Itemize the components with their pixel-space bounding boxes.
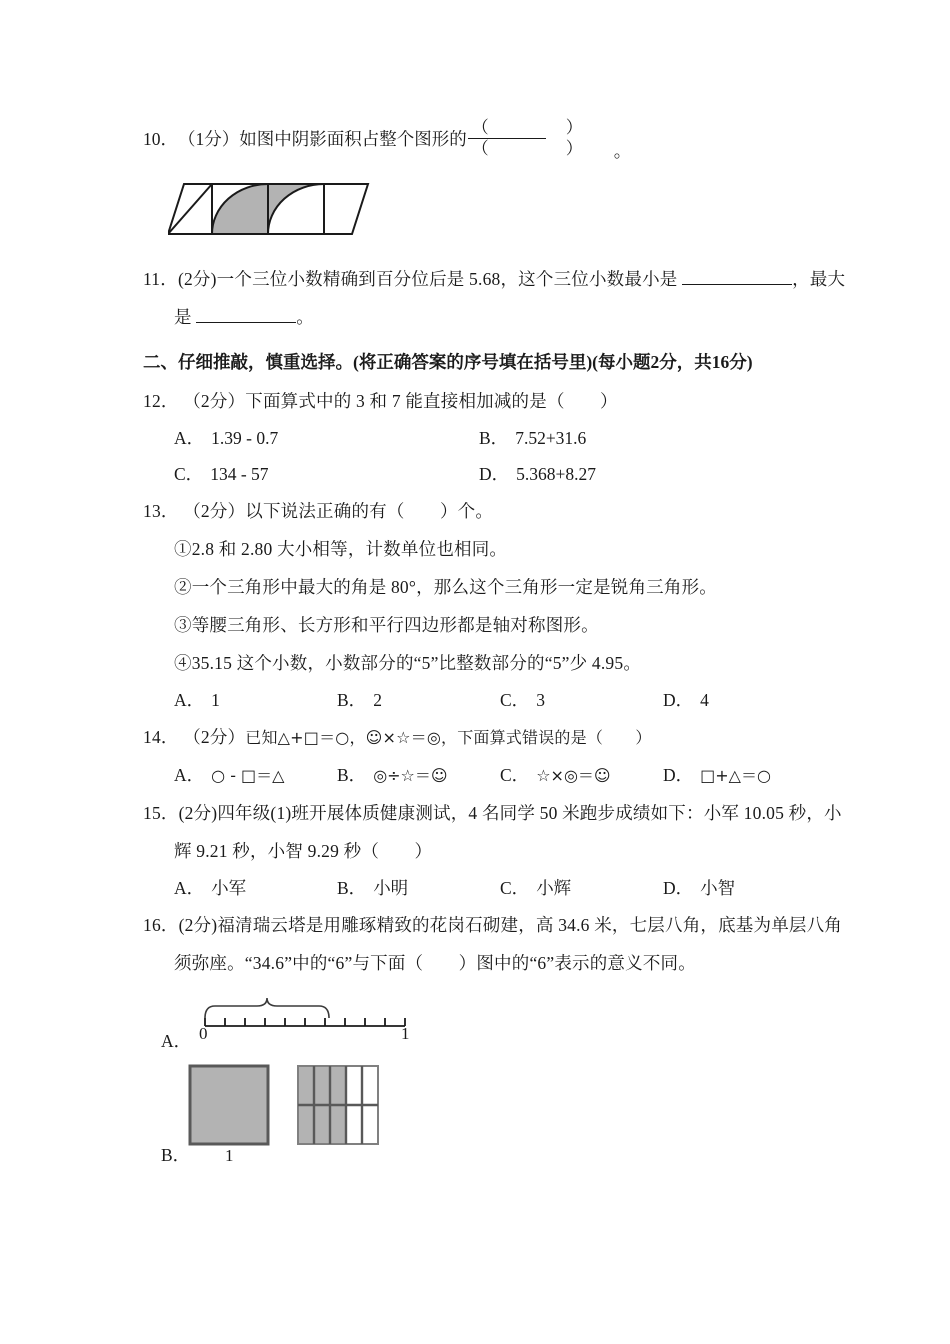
q14-option-d-text: □+△＝○ [700, 766, 771, 785]
number-line-start-label: 0 [199, 1024, 208, 1043]
q15-option-d-text: 小智 [700, 878, 736, 898]
q15-option-a-label: A． [174, 878, 205, 898]
q11-number: 11． [143, 269, 178, 289]
q10-text: 如图中阴影面积占整个图形的 [239, 129, 467, 149]
q14-points: （2分） [183, 727, 246, 747]
q16-option-a[interactable] [161, 990, 843, 1052]
q12-option-a-label: A． [174, 428, 205, 448]
q14-option-b-label: B． [337, 765, 367, 785]
q14-option-b-text: ◎÷☆＝☺ [373, 766, 448, 785]
q13-points: （2分） [183, 501, 246, 521]
q12-option-d-text: 5.368+8.27 [516, 464, 597, 484]
q13-text: 以下说法正确的有（ ）个。 [245, 501, 494, 521]
q16-option-a-label: A． [161, 1031, 192, 1051]
q12-option-a[interactable] [174, 420, 479, 456]
q15-option-c-label: C． [500, 878, 530, 898]
q13-option-d-text: 4 [700, 690, 709, 710]
diagonal-left [168, 184, 212, 234]
q16-number: 16． [143, 915, 179, 935]
q11-text-part1: 一个三位小数精确到百分位后是 5.68，这个三位小数最小是 [216, 269, 678, 289]
q13-option-a-label: A． [174, 690, 205, 710]
q16-text-line1: 福清瑞云塔是用雕琢精致的花岗石砌建，高 34.6 米，七层八角，底基为单层八角 [217, 915, 843, 935]
q13-option-c-text: 3 [536, 690, 545, 710]
q15-points: (2分) [178, 803, 218, 823]
question-16-stem-line1 [143, 906, 843, 944]
question-14-stem [143, 718, 843, 757]
question-11-line2 [143, 298, 843, 336]
question-15-stem-line1 [143, 794, 843, 832]
q15-option-d-label: D． [663, 878, 694, 898]
q13-option-d-label: D． [663, 690, 694, 710]
question-12-options-row-1 [143, 420, 843, 456]
q10-number: 10． [143, 129, 178, 149]
q14-option-c-text: ☆×◎＝☺ [536, 766, 611, 785]
page-content [143, 110, 846, 1170]
q13-option-b[interactable] [337, 682, 500, 718]
question-13-options [143, 682, 843, 718]
q10-fraction [468, 118, 613, 159]
q14-option-a-label: A． [174, 765, 205, 785]
q14-option-c-label: C． [500, 765, 530, 785]
q15-option-c-text: 小辉 [536, 878, 572, 898]
q10-points: （1分） [178, 129, 240, 149]
q13-statement-3: ③等腰三角形、长方形和平行四边形都是轴对称图形。 [174, 615, 599, 635]
q11-period: 。 [296, 307, 314, 327]
q16-option-b-label: B． [161, 1145, 191, 1165]
q10-fraction-numerator: （ ） [471, 117, 613, 137]
q11-points: (2分) [177, 269, 217, 289]
brace [205, 998, 329, 1018]
q14-text: 已知△+□＝○，☺×☆＝◎，下面算式错误的是（ ） [245, 728, 652, 747]
q16-points: (2分) [178, 915, 218, 935]
section-2-heading: 二、仔细推敲，慎重选择。(将正确答案的序号填在括号里)(每小题2分，共16分) [143, 352, 753, 372]
q12-points: （2分） [183, 391, 246, 411]
q13-statement-2: ②一个三角形中最大的角是 80°，那么这个三角形一定是锐角三角形。 [174, 577, 717, 597]
q13-option-a[interactable] [174, 682, 337, 718]
unit-square-label: 1 [225, 1146, 234, 1165]
q15-number: 15． [143, 803, 179, 823]
question-15-options [143, 870, 843, 906]
question-10 [143, 110, 843, 168]
q13-option-b-text: 2 [373, 690, 382, 710]
q15-option-a[interactable] [174, 870, 337, 906]
q14-option-b[interactable] [337, 757, 500, 794]
q14-option-c[interactable] [500, 757, 663, 794]
q12-text: 下面算式中的 3 和 7 能直接相加减的是（ ） [245, 391, 618, 411]
q11-text-part2: ，最大 [792, 269, 846, 289]
q11-text-part3: 是 [174, 307, 192, 327]
q14-option-a[interactable] [174, 757, 337, 794]
q14-option-d-label: D． [663, 765, 694, 785]
question-11-line1 [143, 260, 846, 298]
q10-period: 。 [613, 141, 632, 161]
q13-number: 13． [143, 501, 179, 521]
question-16-stem-line2: 须弥座。“34.6”中的“6”与下面（ ）图中的“6”表示的意义不同。 [174, 953, 696, 973]
q13-statement-4: ④35.15 这个小数，小数部分的“5”比整数部分的“5”少 4.95。 [174, 653, 642, 673]
unit-square [190, 1066, 268, 1144]
q13-option-d[interactable] [663, 682, 826, 718]
q12-option-b[interactable] [479, 420, 784, 456]
q12-number: 12． [143, 391, 179, 411]
q15-option-b[interactable] [337, 870, 500, 906]
parallelogram-figure [168, 178, 843, 248]
q12-option-c-text: 134 - 57 [210, 464, 269, 484]
q12-option-b-text: 7.52+31.6 [515, 428, 587, 448]
q14-option-d[interactable] [663, 757, 826, 794]
q13-option-a-text: 1 [211, 690, 220, 710]
q13-option-c-label: C． [500, 690, 530, 710]
number-line-end-label: 1 [401, 1024, 410, 1043]
number-line-svg [183, 990, 433, 1050]
q15-text-line1: 四年级(1)班开展体质健康测试，4 名同学 50 米跑步成绩如下：小军 10.05 秒，小 [217, 803, 842, 823]
q13-option-c[interactable] [500, 682, 663, 718]
q14-number: 14． [143, 727, 179, 747]
q12-option-c-label: C． [174, 464, 204, 484]
q15-option-d[interactable] [663, 870, 826, 906]
q12-option-c[interactable] [174, 456, 479, 492]
q16-option-b[interactable] [161, 1060, 843, 1170]
q12-option-d-label: D． [479, 464, 510, 484]
q14-option-a-text: ○ - □＝△ [211, 766, 285, 785]
q15-option-a-text: 小军 [211, 878, 247, 898]
question-12-stem [143, 382, 843, 420]
q12-option-b-label: B． [479, 428, 509, 448]
parallelogram-svg [168, 178, 383, 240]
question-15-stem-line2: 辉 9.21 秒，小智 9.29 秒（ ） [174, 841, 433, 861]
question-14-options [143, 757, 843, 794]
squares-svg [186, 1060, 406, 1155]
q11-blank-2[interactable] [196, 307, 296, 323]
q11-blank-1[interactable] [682, 269, 792, 285]
question-13-stem [143, 492, 843, 530]
q15-option-b-text: 小明 [373, 878, 409, 898]
q10-fraction-denominator: （ ） [471, 138, 613, 158]
question-12-options-row-2 [143, 456, 843, 492]
q12-option-a-text: 1.39 - 0.7 [211, 428, 279, 448]
q15-option-c[interactable] [500, 870, 663, 906]
q13-statement-1: ①2.8 和 2.80 大小相等，计数单位也相同。 [174, 539, 508, 559]
q15-option-b-label: B． [337, 878, 367, 898]
q13-option-b-label: B． [337, 690, 367, 710]
q12-option-d[interactable] [479, 456, 784, 492]
